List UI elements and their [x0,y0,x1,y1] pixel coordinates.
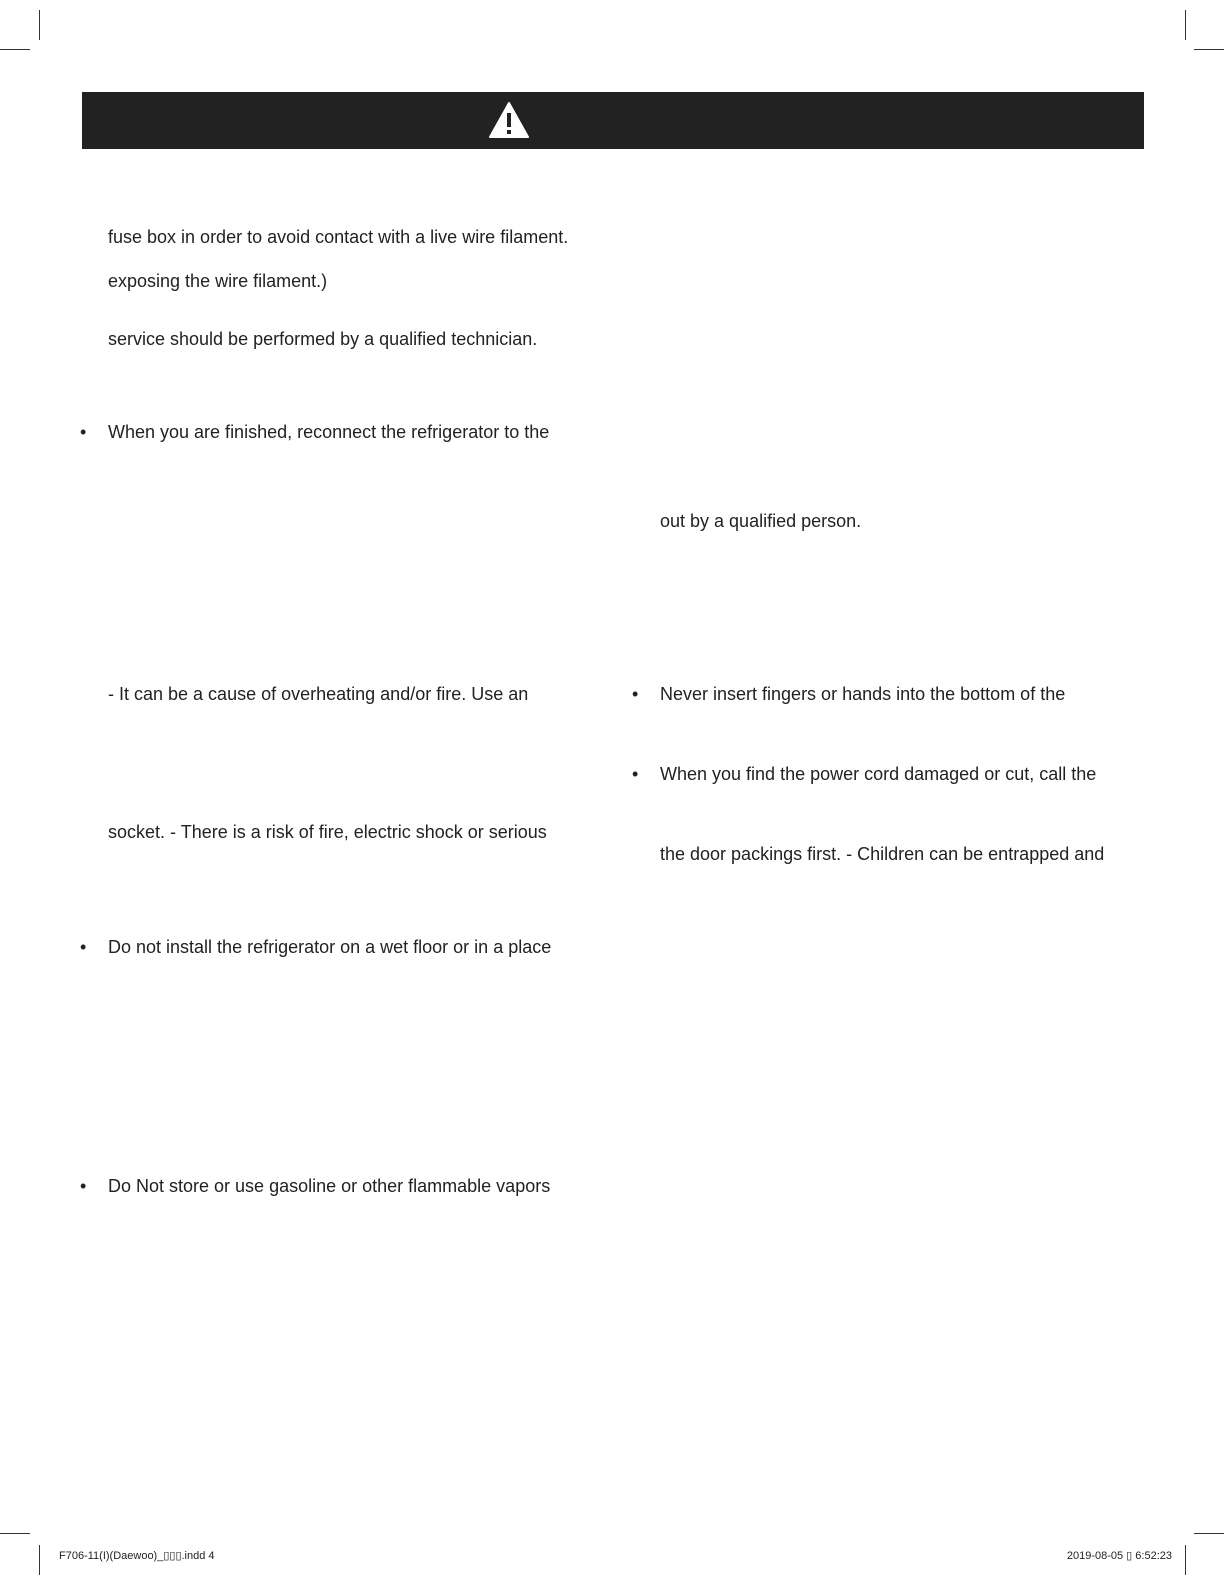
left-text-line: exposing the wire filament.) [108,271,328,291]
right-text-line: the door packings first. - Children can be entrapped and [660,844,1105,864]
left-bullet-text: Do Not store or use gasoline or other flammable vapors [108,1176,551,1196]
left-bullet-text: Do not install the refrigerator on a wet floor or in a place [108,937,552,957]
crop-mark-bottom-right-horizontal [1194,1533,1224,1534]
bullet-marker: • [632,684,639,704]
bullet-marker: • [80,937,87,957]
bullet-marker: • [80,422,87,442]
warning-triangle-icon [488,101,530,139]
left-bullet-text: When you are finished, reconnect the refrigerator to the [108,422,550,442]
left-text-line: service should be performed by a qualified technician. [108,329,538,349]
left-text-line: socket. - There is a risk of fire, electric shock or serious [108,822,547,842]
right-bullet-text: When you find the power cord damaged or cut, call the [660,764,1097,784]
warning-banner [82,92,1144,149]
right-text-line: out by a qualified person. [660,511,862,531]
footer-timestamp: 2019-08-05 ▯ 6:52:23 [1066,1550,1172,1562]
bullet-marker: • [80,1176,87,1196]
right-bullet-text: Never insert fingers or hands into the bottom of the [660,684,1066,704]
bullet-marker: • [632,764,639,784]
crop-mark-bottom-left-vertical [39,1545,40,1575]
footer-file-info: F706-11(I)(Daewoo)_▯▯▯.indd 4 [59,1550,215,1562]
crop-mark-top-right-vertical [1185,10,1186,40]
crop-mark-top-right-horizontal [1194,49,1224,50]
crop-mark-top-left-horizontal [0,49,30,50]
crop-mark-bottom-right-vertical [1185,1545,1186,1575]
left-text-line: - It can be a cause of overheating and/or fire. Use an [108,684,529,704]
crop-mark-top-left-vertical [39,10,40,40]
left-text-line: fuse box in order to avoid contact with a live wire filament. [108,227,569,247]
crop-mark-bottom-left-horizontal [0,1533,30,1534]
